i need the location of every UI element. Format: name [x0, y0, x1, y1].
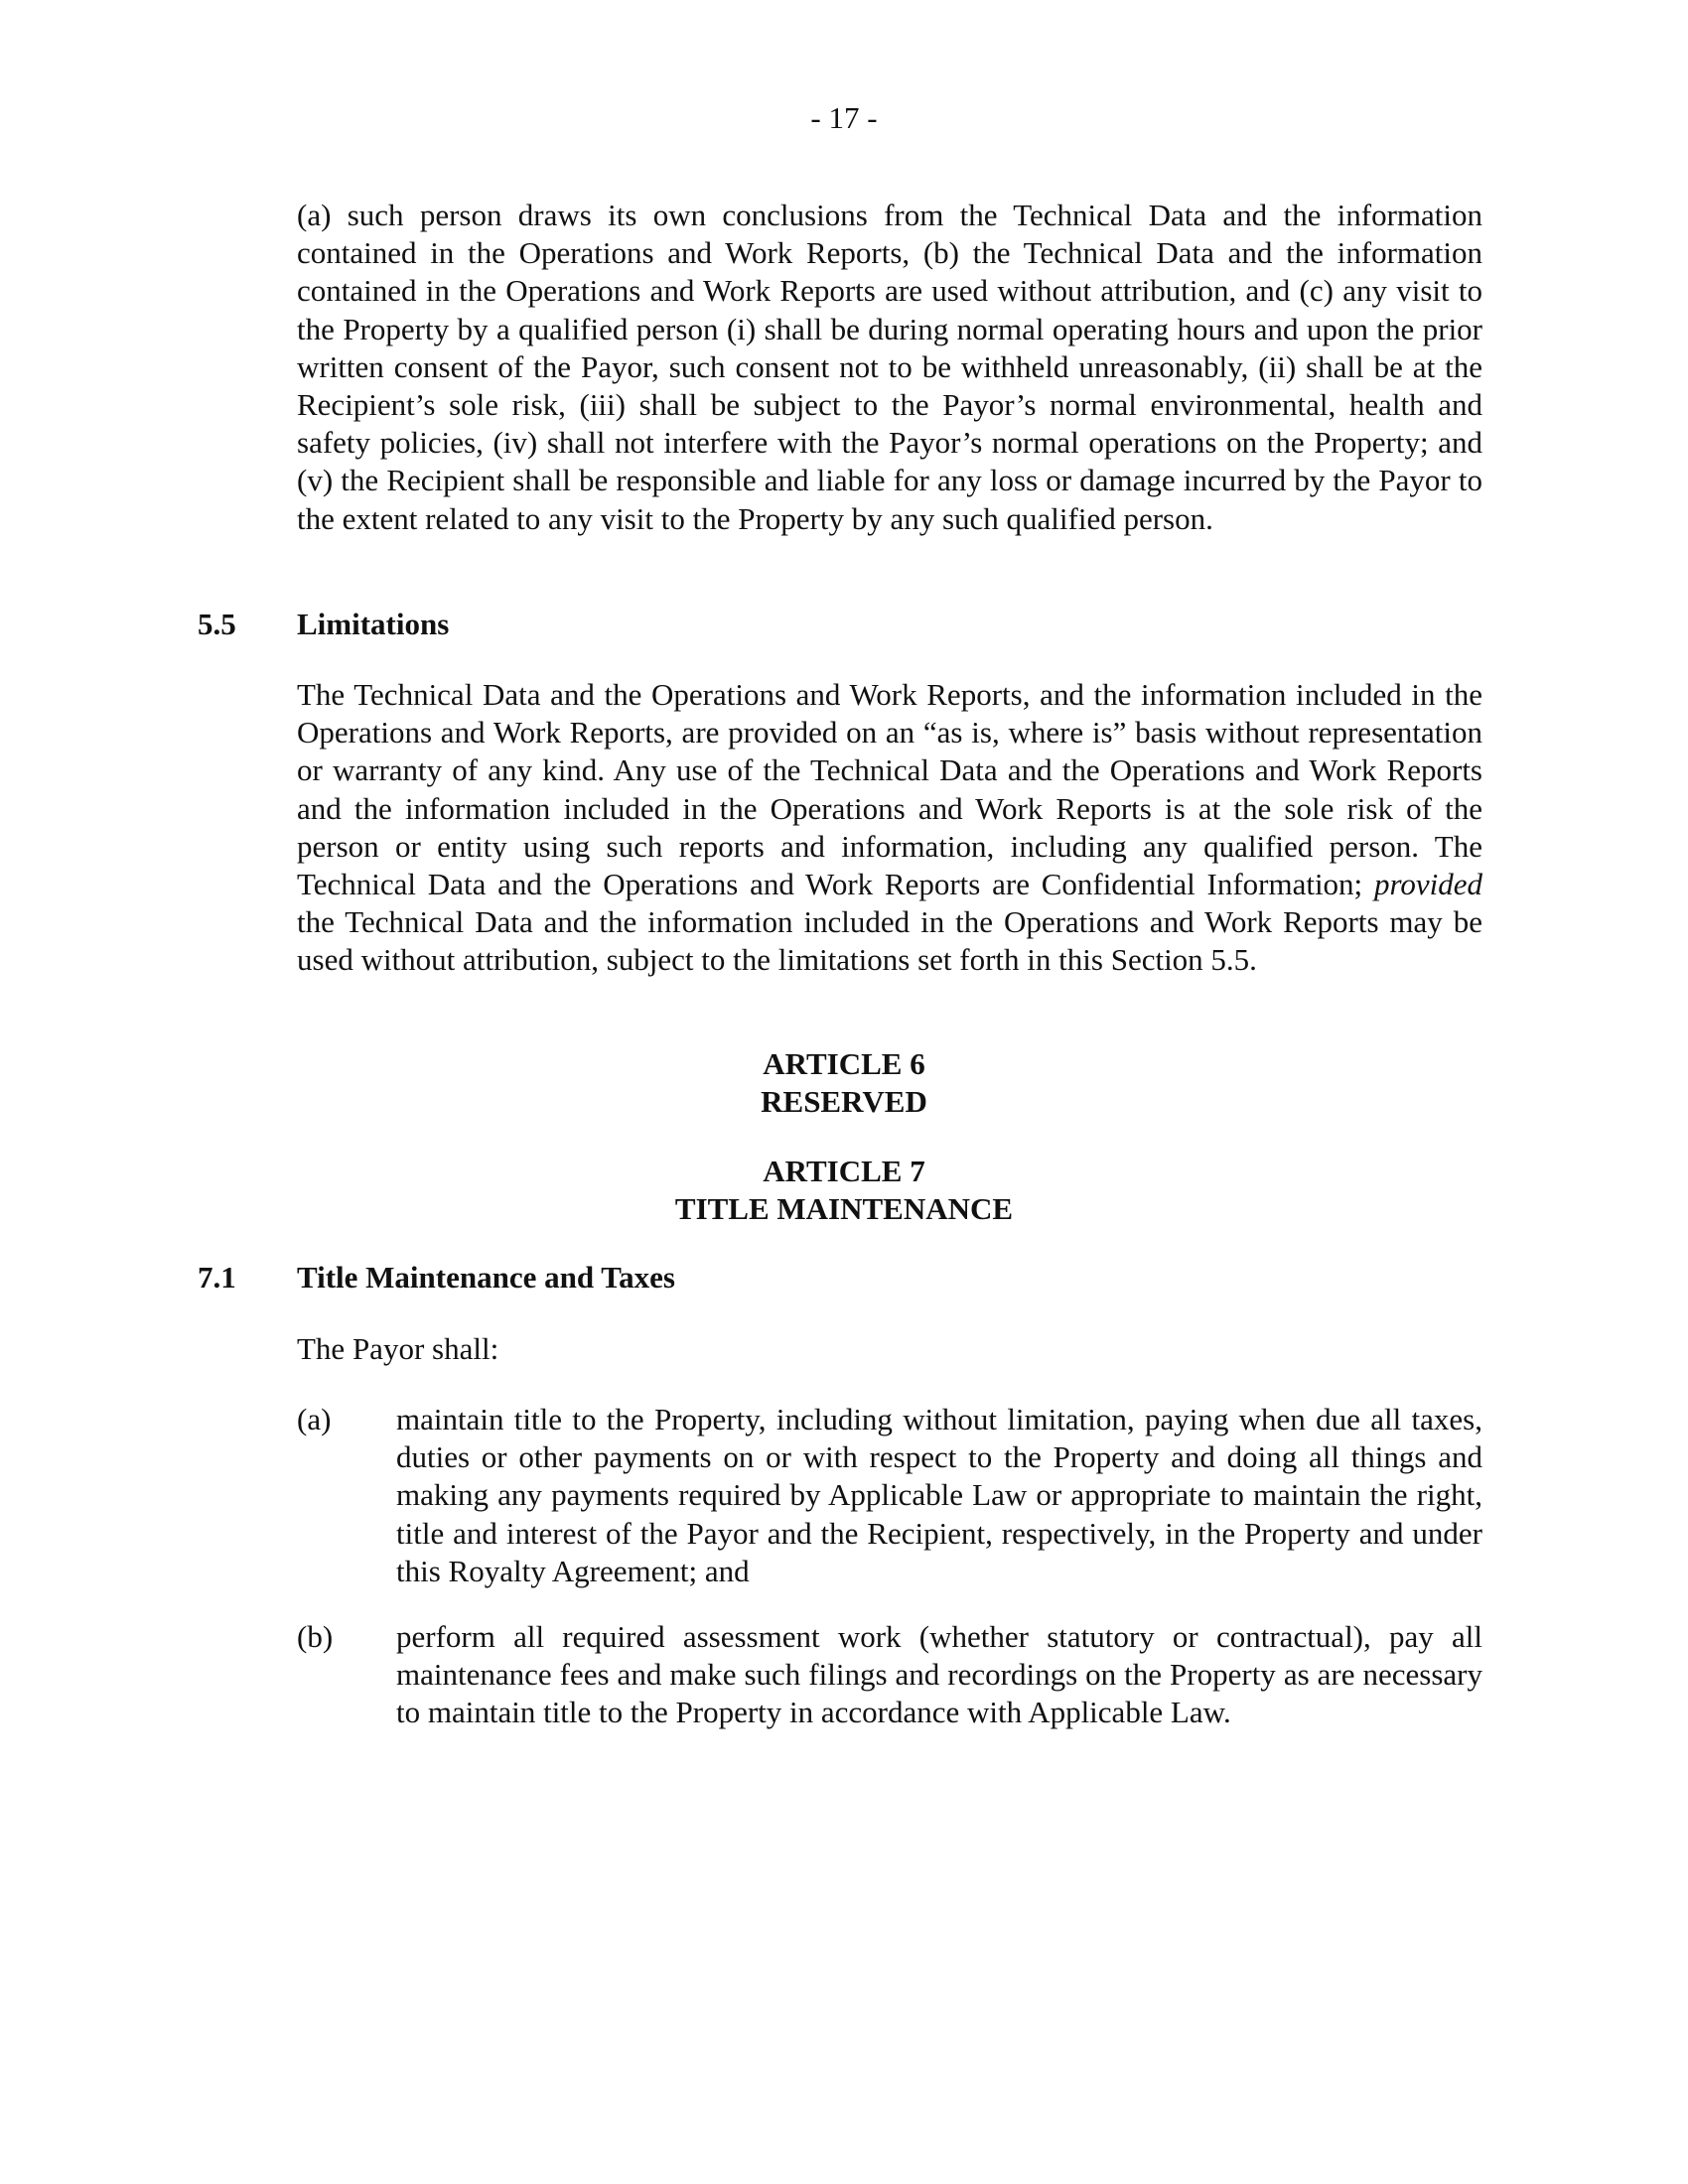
- section-5-5-italic-word: provided: [1373, 867, 1482, 902]
- section-7-1-number: 7.1: [198, 1260, 236, 1295]
- section-7-1-lead: The Payor shall:: [297, 1331, 499, 1366]
- article-6-heading: [0, 1045, 1688, 1121]
- section-5-5-title: Limitations: [297, 607, 450, 641]
- article-6-label: ARTICLE 6: [763, 1046, 925, 1081]
- section-5-5-text-before: The Technical Data and the Operations and Work Reports, and the information included in the Operations and Work Reports, are provided on an “as is, where is” basis without representation or warranty of any kind. Any use of the Technical Data and the Operations and Work Reports and the information included in the Operations and Work Reports is at the sole risk of the person or entity using such reports and information, including any qualified person. The Technical Data and the Operations and Work Reports are Confidential Information;: [297, 677, 1482, 902]
- page-number: - 17 -: [810, 100, 878, 135]
- article-6-title: RESERVED: [761, 1084, 927, 1119]
- section-5-5-number: 5.5: [198, 607, 236, 641]
- article-7-title: TITLE MAINTENANCE: [674, 1191, 1014, 1226]
- list-item-text: maintain title to the Property, including without limitation, paying when due all taxes, duties or other payments on or with respect to the Property and doing all things and making any payments required by Applicable Law or appropriate to maintain the right, title and interest of the Payor and the Recipient, respectively, in the Property and under this Royalty Agreement; and: [396, 1402, 1482, 1588]
- section-7-1-title: Title Maintenance and Taxes: [297, 1260, 675, 1295]
- intro-paragraph: (a) such person draws its own conclusions from the Technical Data and the information contained in the Operations and Work Reports, (b) the Technical Data and the information contained in the Operations and Work Reports are used without attribution, and (c) any visit to the Property by a qualified person (i) shall be during normal operating hours and upon the prior written consent of the Payor, such consent not to be withheld unreasonably, (ii) shall be at the Recipient’s sole risk, (iii) shall be subject to the Payor’s normal environmental, health and safety policies, (iv) shall not interfere with the Payor’s normal operations on the Property; and (v) the Recipient shall be responsible and liable for any loss or damage incurred by the Payor to the extent related to any visit to the Property by any such qualified person.: [297, 198, 1482, 536]
- list-item-label: (a): [297, 1402, 332, 1436]
- article-7-label: ARTICLE 7: [763, 1154, 925, 1188]
- article-7-heading: [0, 1153, 1688, 1228]
- list-item-text: perform all required assessment work (whether statutory or contractual), pay all maintenance fees and make such filings and recordings on the Property as are necessary to maintain title to the Property in accordance with Applicable Law.: [396, 1619, 1482, 1730]
- section-5-5-paragraph: [297, 676, 1482, 980]
- list-item-label: (b): [297, 1619, 334, 1654]
- section-5-5-text-after: the Technical Data and the information included in the Operations and Work Reports may be used without attribution, subject to the limitations set forth in this Section 5.5.: [297, 904, 1482, 978]
